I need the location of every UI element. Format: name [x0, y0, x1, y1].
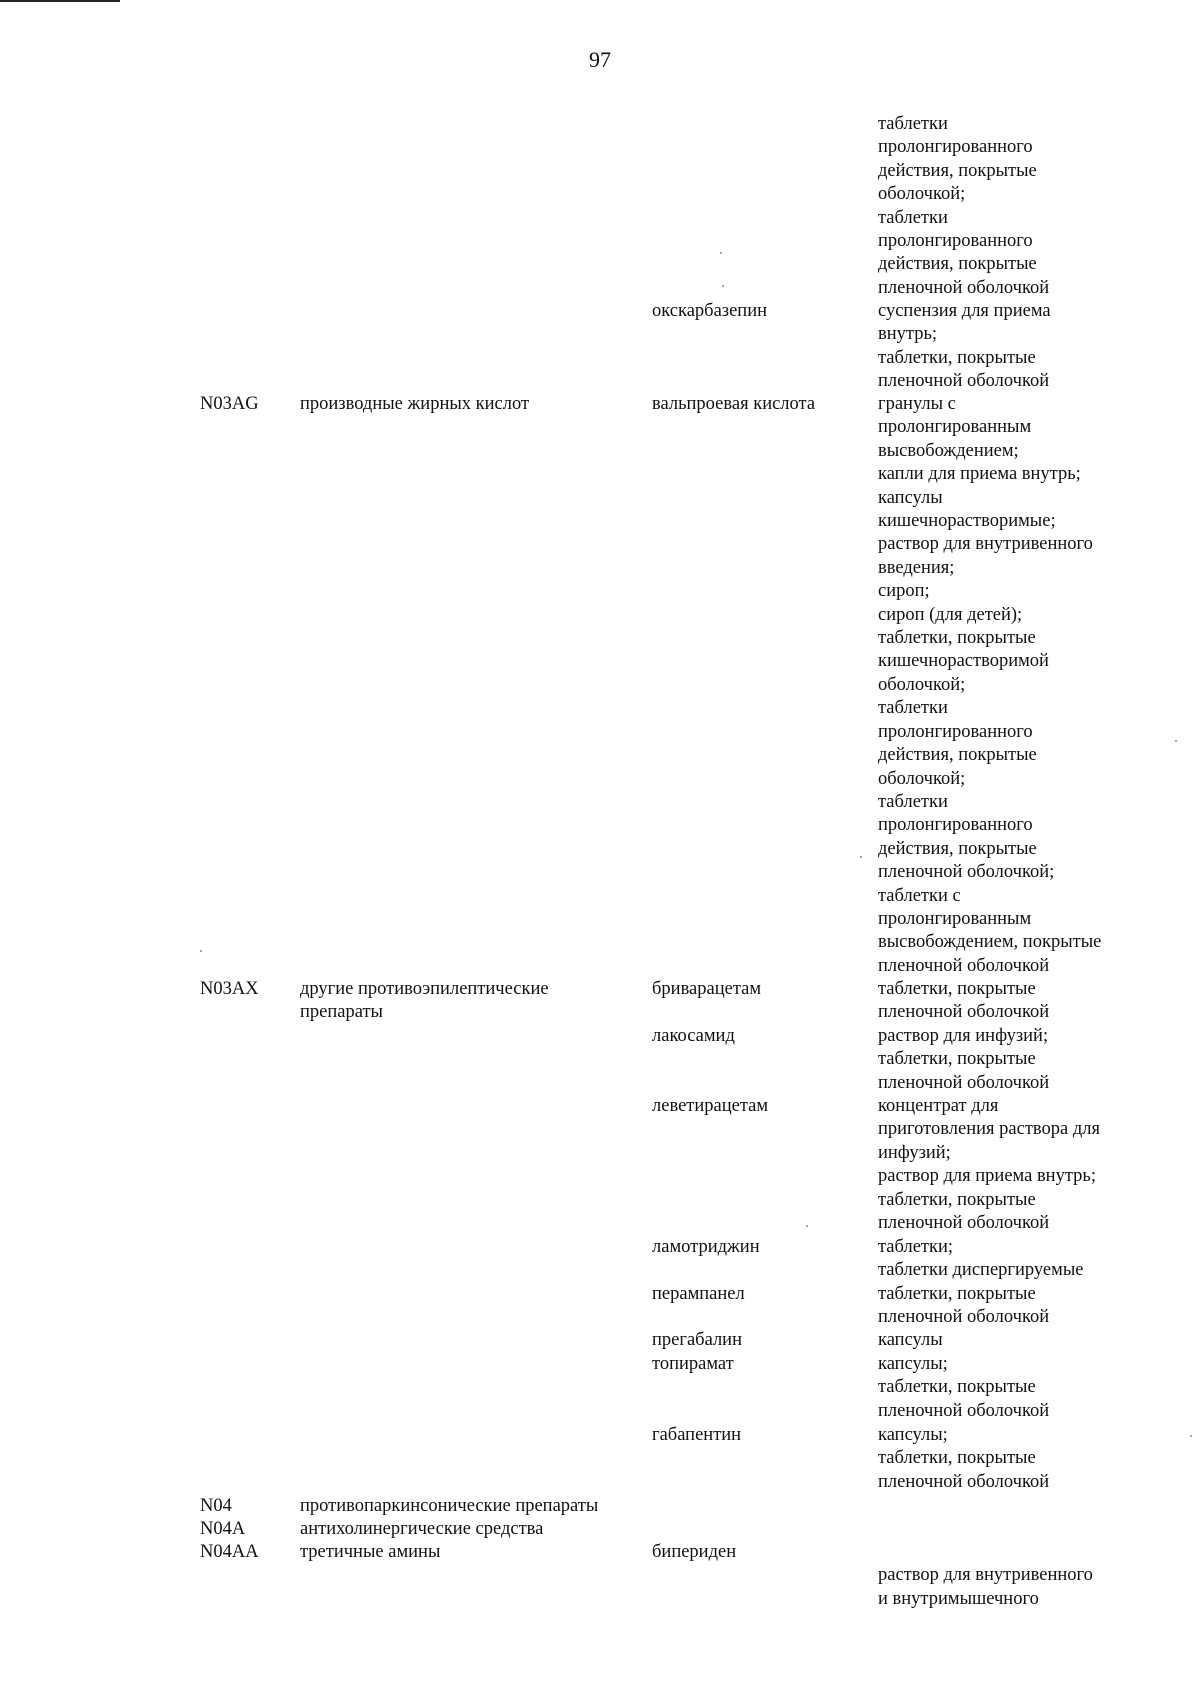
atc-group-line: препараты — [300, 1002, 383, 1023]
dosage-form-line: пленочной оболочкой — [878, 1002, 1050, 1023]
dosage-forms — [878, 393, 1138, 978]
dosage-form-line: таблетки с — [878, 885, 961, 906]
dosage-form-line: и внутримышечного — [878, 1588, 1039, 1609]
atc-group-line: антихолинергические средства — [300, 1519, 544, 1539]
drug-name: леветирацетам — [652, 1096, 769, 1116]
dosage-forms — [878, 1329, 1138, 1352]
drug-name: перампанел — [652, 1284, 745, 1304]
dosage-form-line: таблетки, покрытые — [878, 1377, 1036, 1398]
dosage-form-line: таблетки — [878, 207, 948, 228]
dosage-form-line: раствор для приема внутрь; — [878, 1166, 1096, 1187]
dosage-form-line: таблетки; — [878, 1237, 954, 1257]
dosage-form-line: капли для приема внутрь; — [878, 464, 1081, 485]
dosage-form-line — [878, 1541, 1138, 1564]
dosage-form-line: пролонгированного — [878, 231, 1033, 252]
drug-name: габапентин — [652, 1425, 742, 1445]
drug-name: прегабалин — [652, 1330, 742, 1350]
dosage-form-line: пленочной оболочкой — [878, 371, 1050, 392]
dosage-form-line: действия, покрытые — [878, 838, 1037, 859]
atc-code: N04A — [200, 1519, 246, 1539]
scan-speck — [720, 252, 722, 254]
dosage-form-line: концентрат для — [878, 1096, 999, 1116]
dosage-form-line: высвобождением, покрытые — [878, 932, 1102, 953]
dosage-form-line: пленочной оболочкой — [878, 1307, 1050, 1328]
page-number: 97 — [589, 47, 611, 72]
dosage-form-line: пленочной оболочкой — [878, 955, 1050, 976]
drug-name: окскарбазепин — [652, 301, 768, 321]
dosage-form-line: пленочной оболочкой — [878, 1213, 1050, 1234]
dosage-form-line: инфузий; — [878, 1142, 951, 1163]
dosage-form-line: оболочкой; — [878, 674, 966, 695]
drug-name: лакосамид — [652, 1026, 735, 1046]
dosage-form-line: пролонгированного — [878, 137, 1033, 158]
dosage-form-line: раствор для инфузий; — [878, 1026, 1049, 1046]
dosage-form-line: таблетки, покрытые — [878, 628, 1036, 649]
dosage-form-line: суспензия для приема — [878, 301, 1051, 321]
atc-group — [300, 393, 645, 416]
atc-group-line: противопаркинсонические препараты — [300, 1496, 599, 1516]
dosage-forms — [878, 113, 1138, 300]
dosage-form-line: пленочной оболочкой — [878, 277, 1050, 298]
dosage-form-line: приготовления раствора для — [878, 1119, 1100, 1140]
scan-speck — [200, 950, 202, 952]
drug-name: бриварацетам — [652, 979, 762, 999]
atc-group-line: производные жирных кислот — [300, 394, 530, 414]
atc-code: N04 — [200, 1496, 232, 1516]
dosage-forms — [878, 1541, 1138, 1611]
dosage-form-line: пролонгированным — [878, 908, 1032, 929]
drug-name: топирамат — [652, 1354, 734, 1374]
top-edge-rule — [0, 0, 120, 2]
dosage-form-line: таблетки, покрытые — [878, 979, 1036, 999]
dosage-form-line: действия, покрытые — [878, 745, 1037, 766]
dosage-form-line: высвобождением; — [878, 440, 1019, 461]
dosage-form-line: таблетки — [878, 791, 948, 812]
dosage-form-line: оболочкой; — [878, 768, 966, 789]
atc-group — [300, 1495, 645, 1518]
dosage-form-line: таблетки, покрытые — [878, 1284, 1036, 1304]
dosage-form-line: таблетки, покрытые — [878, 1448, 1036, 1469]
dosage-form-line: кишечнорастворимой — [878, 651, 1049, 672]
dosage-form-line: раствор для внутривенного — [878, 534, 1093, 555]
dosage-form-line: пленочной оболочкой — [878, 1471, 1050, 1492]
dosage-forms — [878, 1424, 1138, 1494]
dosage-form-line: капсулы; — [878, 1354, 948, 1374]
drug-name: бипериден — [652, 1542, 737, 1562]
dosage-form-line: капсулы; — [878, 1425, 948, 1445]
drug-name: ламотриджин — [652, 1237, 760, 1257]
dosage-form-line: таблетки диспергируемые — [878, 1260, 1084, 1281]
dosage-form-line: сироп (для детей); — [878, 604, 1023, 625]
atc-code: N04AA — [200, 1542, 259, 1562]
dosage-forms — [878, 1236, 1138, 1283]
dosage-form-line: пролонгированного — [878, 815, 1033, 836]
dosage-forms — [878, 1025, 1138, 1095]
atc-group — [300, 1518, 645, 1541]
atc-group-line: другие противоэпилептические — [300, 979, 549, 999]
scan-speck — [860, 856, 862, 858]
dosage-forms — [878, 300, 1138, 394]
dosage-forms — [878, 1353, 1138, 1423]
scan-speck — [722, 285, 724, 287]
atc-group-line: третичные амины — [300, 1542, 441, 1562]
dosage-form-line: действия, покрытые — [878, 254, 1037, 275]
dosage-form-line: таблетки, покрытые — [878, 347, 1036, 368]
atc-group — [300, 978, 645, 1025]
atc-code: N03AX — [200, 979, 259, 999]
scan-speck — [1175, 740, 1177, 742]
dosage-form-line: пленочной оболочкой — [878, 1400, 1050, 1421]
dosage-form-line: внутрь; — [878, 324, 938, 345]
dosage-form-line: пленочной оболочкой; — [878, 862, 1055, 883]
dosage-form-line: пленочной оболочкой — [878, 1072, 1050, 1093]
dosage-form-line: капсулы — [878, 1330, 943, 1350]
dosage-form-line: пролонгированным — [878, 417, 1032, 438]
dosage-form-line: капсулы — [878, 487, 943, 508]
dosage-form-line: раствор для внутривенного — [878, 1565, 1093, 1586]
drug-name: вальпроевая кислота — [652, 394, 816, 414]
dosage-form-line: оболочкой; — [878, 184, 966, 205]
dosage-form-line: таблетки — [878, 114, 948, 134]
dosage-form-line: пролонгированного — [878, 721, 1033, 742]
scan-speck — [1190, 1435, 1192, 1437]
atc-group — [300, 1541, 645, 1564]
dosage-form-line: таблетки — [878, 698, 948, 719]
dosage-form-line: действия, покрытые — [878, 160, 1037, 181]
dosage-form-line: сироп; — [878, 581, 930, 602]
dosage-forms — [878, 978, 1138, 1025]
dosage-form-line: кишечнорастворимые; — [878, 511, 1056, 532]
atc-code: N03AG — [200, 394, 259, 414]
dosage-form-line: введения; — [878, 557, 955, 578]
scan-speck — [806, 1225, 808, 1227]
dosage-form-line: таблетки, покрытые — [878, 1189, 1036, 1210]
dosage-form-line: гранулы с — [878, 394, 956, 414]
dosage-forms — [878, 1095, 1138, 1235]
dosage-forms — [878, 1283, 1138, 1330]
dosage-form-line: таблетки, покрытые — [878, 1049, 1036, 1070]
